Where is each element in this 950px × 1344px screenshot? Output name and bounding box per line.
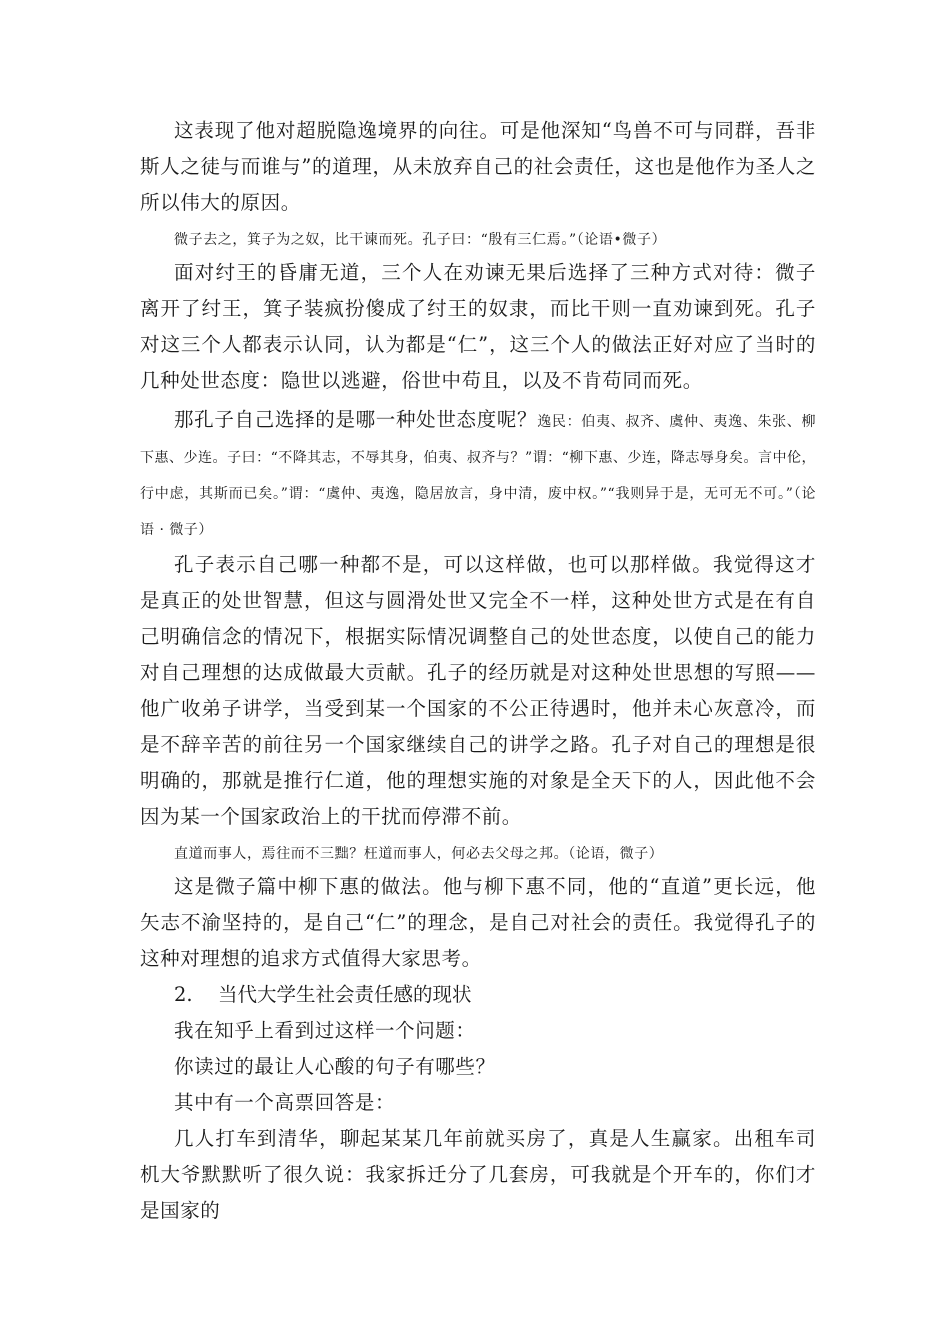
section-heading [140, 977, 816, 1013]
section-number: 2. [174, 983, 193, 1006]
paragraph-9: 几人打车到清华，聊起某某几年前就买房了，真是人生赢家。出租车司机大爷默默听了很久说：我家拆迁分了几套房，可我就是个开车的，你们才是国家的 [140, 1127, 816, 1222]
paragraph-3-quote: 逸民：伯夷、叔齐、虞仲、夷逸、朱张、柳下惠、少连。子曰：“不降其志，不辱其身，伯夷、叔齐与？”谓：“柳下惠、少连，降志辱身矣。言中伦，行中虑，其斯而已矣。”谓：“虞仲、夷逸，隐居放言，身中清，废中权。”“我则异于是，无可无不可。”（论语 · 微子） [140, 414, 816, 538]
paragraph-8: 其中有一个高票回答是： [174, 1091, 396, 1114]
quote-weizi-1: 微子去之，箕子为之奴，比干谏而死。孔子曰：“殷有三仁焉。”（论语•微子） [174, 232, 667, 248]
paragraph-7: 你读过的最让人心酸的句子有哪些？ [174, 1055, 496, 1078]
paragraph-3 [140, 403, 816, 547]
paragraph-1: 这表现了他对超脱隐逸境界的向往。可是他深知“鸟兽不可与同群，吾非斯人之徒与而谁与”的道理，从未放弃自己的社会责任，这也是他作为圣人之所以伟大的原因。 [140, 119, 816, 214]
document-page [140, 113, 816, 1229]
paragraph-4: 孔子表示自己哪一种都不是，可以这样做，也可以那样做。我觉得这才是真正的处世智慧，但这与圆滑处世又完全不一样，这种处世方式是在有自己明确信念的情况下，根据实际情况调整自己的处世态度，以使自己的能力对自己理想的达成做最大贡献。孔子的经历就是对这种处世思想的写照——他广收弟子讲学，当受到某一个国家的不公正待遇时，他并未心灰意冷，而是不辞辛苦的前往另一个国家继续自己的讲学之路。孔子对自己的理想是很明确的，那就是推行仁道，他的理想实施的对象是全天下的人，因此他不会因为某一个国家政治上的干扰而停滞不前。 [140, 553, 816, 828]
paragraph-3-lead: 那孔子自己选择的是哪一种处世态度呢？ [174, 408, 538, 431]
paragraph-2: 面对纣王的昏庸无道，三个人在劝谏无果后选择了三种方式对待：微子离开了纣王，箕子装疯扮傻成了纣王的奴隶，而比干则一直劝谏到死。孔子对这三个人都表示认同，认为都是“仁”，这三个人的做法正好对应了当时的几种处世态度：隐世以逃避，俗世中苟且，以及不肯苟同而死。 [140, 261, 816, 392]
quote-weizi-2: 直道而事人，焉往而不三黜？枉道而事人，何必去父母之邦。（论语，微子） [174, 846, 664, 862]
paragraph-5: 这是微子篇中柳下惠的做法。他与柳下惠不同，他的“直道”更长远，他矢志不渝坚持的，是自己“仁”的理念，是自己对社会的责任。我觉得孔子的这种对理想的追求方式值得大家思考。 [140, 875, 816, 970]
section-title: 当代大学生社会责任感的现状 [218, 983, 472, 1006]
paragraph-6: 我在知乎上看到过这样一个问题： [174, 1019, 476, 1042]
